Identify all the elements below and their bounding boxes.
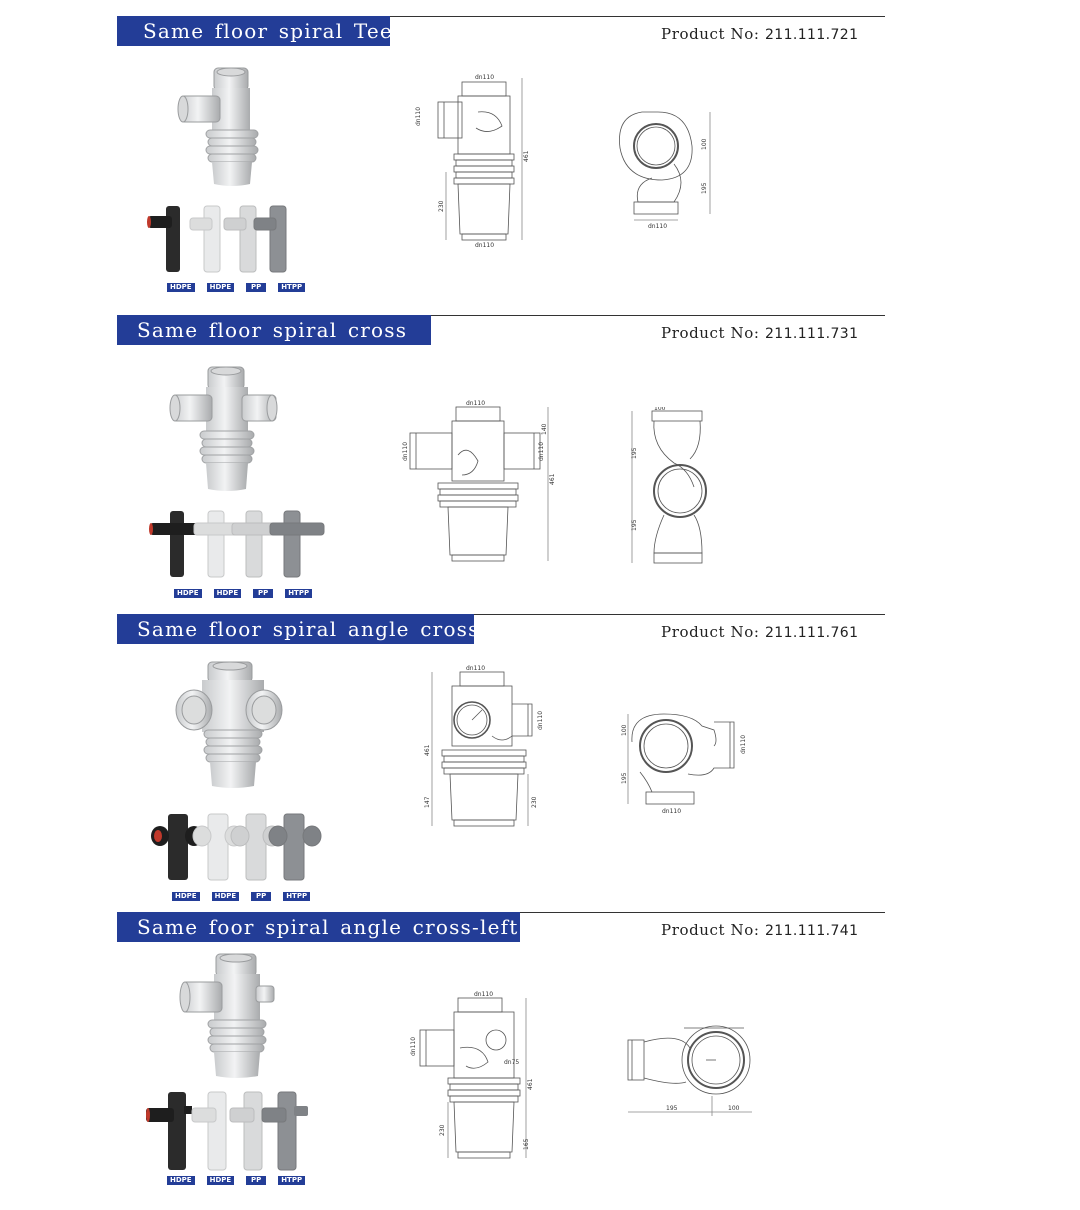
dimension-label: 461 (527, 1078, 534, 1090)
dimension-label: 195 (666, 1105, 678, 1112)
dimension-label: 230 (439, 1124, 446, 1136)
side-view-drawing (410, 72, 540, 248)
side-view-drawing (406, 990, 536, 1166)
dimension-label: 230 (438, 200, 445, 212)
section-title: Same floor spiral cross (117, 315, 431, 345)
dimension-label: 147 (424, 796, 431, 808)
dimension-label: 195 (701, 182, 708, 194)
section-title: Same floor spiral angle cross (117, 614, 474, 644)
product-section-spiral-tee (0, 16, 1080, 314)
dimension-label: dn110 (475, 74, 495, 81)
material-tag: HDPE (212, 892, 240, 901)
product-section-spiral-angle-cross-left (0, 912, 1080, 1210)
color-variants-photo (144, 1088, 310, 1174)
dimension-label: 100 (728, 1105, 740, 1112)
dimension-label: dn110 (410, 1036, 417, 1056)
color-variants-photo (146, 507, 326, 581)
top-view-drawing (618, 706, 752, 818)
dimension-label: dn110 (662, 808, 682, 815)
material-tags (174, 589, 324, 598)
side-view-drawing (398, 399, 558, 569)
dimension-label: 230 (531, 796, 538, 808)
dimension-label: 461 (424, 744, 431, 756)
product-number-label: Product No: (661, 921, 760, 939)
dimension-label: 165 (523, 1138, 530, 1150)
material-tag: HTPP (283, 892, 310, 901)
dimension-label: 461 (549, 473, 556, 485)
dimension-label: dn110 (466, 665, 486, 672)
material-tag: PP (251, 892, 271, 901)
material-tags (167, 1176, 317, 1185)
material-tag: HDPE (172, 892, 200, 901)
dimension-label: 140 (541, 423, 548, 435)
dimension-label: dn110 (537, 710, 544, 730)
dimension-label: dn110 (475, 242, 495, 248)
material-tag: PP (253, 589, 273, 598)
material-tag: HDPE (167, 283, 195, 292)
product-photo (178, 952, 278, 1080)
product-number-label: Product No: (661, 25, 760, 43)
product-number-value: 211.111.761 (764, 625, 859, 641)
dimension-label: 461 (523, 150, 530, 162)
material-tag: HDPE (207, 283, 235, 292)
top-view-drawing (624, 407, 724, 567)
product-number (661, 921, 858, 939)
product-number (661, 623, 858, 641)
material-tag: HDPE (214, 589, 242, 598)
product-photo (168, 365, 278, 493)
dimension-label: 195 (631, 447, 638, 459)
product-number (661, 324, 858, 342)
dimension-label: dn110 (466, 400, 486, 407)
material-tag: HTPP (285, 589, 312, 598)
product-section-spiral-angle-cross (0, 614, 1080, 912)
side-view-drawing (416, 664, 552, 834)
dimension-label: dn110 (740, 734, 747, 754)
dimension-label: dn110 (648, 223, 668, 230)
material-tag: HDPE (207, 1176, 235, 1185)
product-number-label: Product No: (661, 623, 760, 641)
dimension-label: 100 (621, 724, 628, 736)
dimension-label: 100 (654, 407, 666, 412)
material-tag: PP (246, 283, 266, 292)
material-tags (167, 283, 317, 292)
dimension-label: dn110 (415, 106, 422, 126)
product-photo (176, 66, 266, 188)
product-number (661, 25, 858, 43)
material-tag: HTPP (278, 1176, 305, 1185)
material-tag: PP (246, 1176, 266, 1185)
product-number-label: Product No: (661, 324, 760, 342)
section-title: Same foor spiral angle cross-left (117, 912, 520, 942)
color-variants-photo (146, 202, 298, 276)
top-view-drawing (612, 106, 722, 236)
dimension-label: 100 (701, 138, 708, 150)
dimension-label: dn75 (504, 1059, 520, 1066)
material-tag: HDPE (174, 589, 202, 598)
dimension-label: dn110 (538, 441, 545, 461)
dimension-label: dn110 (474, 991, 494, 998)
product-section-spiral-cross (0, 315, 1080, 613)
product-number-value: 211.111.731 (764, 326, 859, 342)
product-number-value: 211.111.741 (764, 923, 859, 939)
top-view-drawing (620, 1012, 768, 1132)
material-tags (172, 892, 322, 901)
dimension-label: 195 (621, 772, 628, 784)
dimension-label: 195 (631, 519, 638, 531)
product-photo (172, 660, 286, 790)
material-tag: HTPP (278, 283, 305, 292)
section-title: Same floor spiral Tee (117, 16, 390, 46)
product-number-value: 211.111.721 (764, 27, 859, 43)
material-tag: HDPE (167, 1176, 195, 1185)
dimension-label: dn110 (402, 441, 409, 461)
color-variants-photo (146, 810, 326, 884)
